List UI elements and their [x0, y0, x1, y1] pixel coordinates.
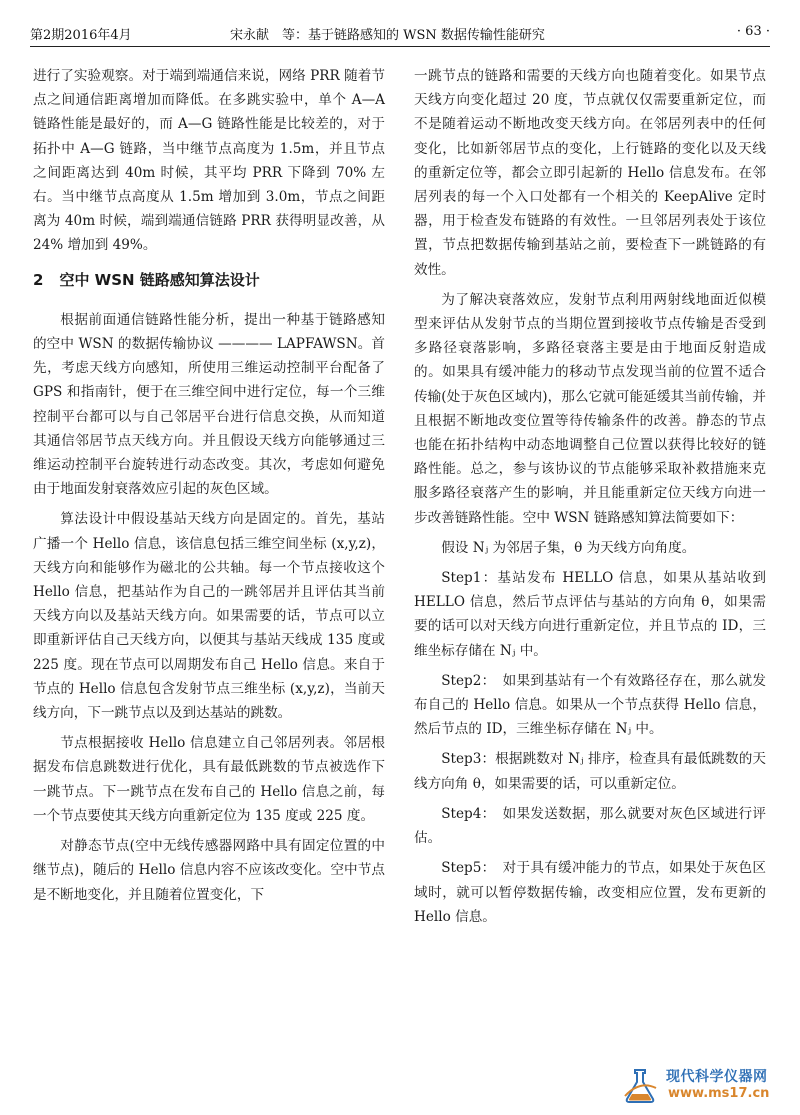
paragraph-neighbor-list: 节点根据接收 Hello 信息建立自己邻居列表。邻居根据发布信息跳数进行优化，具有最低跳数的节点被选作下一跳节点。下一跳节点在发布自己的 Hello 信息之前，每一个节点要使其天线方向重新定位为 135 度或 225 度。 — [33, 735, 385, 824]
header-rule — [30, 46, 770, 47]
issue-date: 第2期2016年4月 — [30, 28, 132, 43]
section-title: 空中 WSN 链路感知算法设计 — [59, 270, 260, 289]
paragraph-experiment-observation: 进行了实验观察。对于端到端通信来说，网络 PRR 随着节点之间通信距离增加而降低。在多跳实验中，单个 A—A 链路性能是最好的，而 A—G 链路性能是比较差的，对于拓扑中 A—G 链路，当中继节点高度为 1.5m，并且节点之间距离达到 40m 时候，其平均 PRR 下降到 70% 左右。当中继节点高度从 1.5m 增加到 3.0m，节点之间距离为 40m 时候，端到端通信链路 PRR 获得明显改善，从 24% 增加到 49%。 — [33, 68, 385, 254]
left-column — [33, 64, 385, 913]
running-title: 宋永献 等：基于链路感知的 WSN 数据传输性能研究 — [230, 28, 545, 43]
paragraph-base-station-hello: 算法设计中假设基站天线方向是固定的。首先，基站广播一个 Hello 信息，该信息包括三维空间坐标 (x,y,z)，天线方向和能够作为磁北的公共轴。每一个节点接收这个 Hello 信息，把基站作为自己的一跳邻居并且评估其当前天线方向以及基站天线方向。如果需要的话，节点可以立即重新评估自己天线方向，以便其与基站天线成 135 度或 225 度。现在节点可以周期发布自己 Hello 信息。来自于节点的 Hello 信息包含发射节点三维坐标 (x,y,z)，当前天线方向，下一跳节点以及到达基站的跳数。 — [33, 511, 385, 722]
site-watermark — [620, 1064, 790, 1108]
page-number: · 63 · — [736, 24, 770, 39]
algorithm-step-1: Step1：基站发布 HELLO 信息，如果从基站收到 HELLO 信息，然后节点评估与基站的方向角 θ，如果需要的话可以对天线方向进行重新定位，并且节点的 ID，三维坐标存储在 Nⱼ 中。 — [414, 570, 766, 659]
paragraph-protocol-proposal: 根据前面通信链路性能分析，提出一种基于链路感知的空中 WSN 的数据传输协议 ———— LAPFAWSN。首先，考虑天线方向感知，所使用三维运动控制平台配备了 GPS 和指南针，便于在三维空间中进行定位，每一个三维控制平台都可以与自己邻居平台进行信息交换，从而知道其通信邻居节点天线方向。并且假设天线方向能够通过三维运动控制平台旋转进行动态改变。其次，考虑如何避免由于地面发射衰落效应引起的灰色区域。 — [33, 311, 385, 498]
paragraph-antenna-reorientation: 一跳节点的链路和需要的天线方向也随着变化。如果节点天线方向变化超过 20 度，节点就仅仅需要重新定位，而不是随着运动不断地改变天线方向。在邻居列表中的任何变化，比如新邻居节点的变化，上行链路的变化以及天线的重新定位等，都会立即引起新的 Hello 信息发布。在邻居列表的每一个入口处都有一个相关的 KeepAlive 定时器，用于检查发布链路的有效性。一旦邻居列表处于该位置，节点把数据传输到基站之前，要检查下一跳链路的有效性。 — [414, 68, 766, 278]
paragraph-static-nodes: 对静态节点(空中无线传感器网路中具有固定位置的中继节点)，随后的 Hello 信息内容不应该改变化。空中节点是不断地变化，并且随着位置变化，下 — [33, 838, 385, 903]
watermark-site-name: 现代科学仪器网 — [666, 1069, 768, 1085]
algorithm-step-5: Step5： 对于具有缓冲能力的节点，如果处于灰色区域时，就可以暂停数据传输，改变相应位置，发布更新的 Hello 信息。 — [414, 860, 766, 925]
algorithm-step-3: Step3：根据跳数对 Nⱼ 排序，检查具有最低跳数的天线方向角 θ，如果需要的话，可以重新定位。 — [414, 751, 766, 792]
section-heading — [33, 268, 385, 292]
paragraph-assumption: 假设 Nⱼ 为邻居子集，θ 为天线方向角度。 — [441, 539, 696, 556]
paragraph-fading-effect: 为了解决衰落效应，发射节点利用两射线地面近似模型来评估从发射节点的当期位置到接收节点传输是否受到多路径衰落影响，多路径衰落主要是由于地面反射造成的。如果具有缓冲能力的移动节点发现当前的位置不适合传输(处于灰色区域内)，那么它就可能延缓其当前传输，并且根据不断地改变位置等待传输条件的改善。静态的节点也能在拓扑结构中动态地调整自己位置以获得比较好的链路性能。总之，参与该协议的节点能够采取补救措施来克服多路径衰落产生的影响，并且能重新定位天线方向进一步改善链路性能。空中 WSN 链路感知算法简要如下： — [414, 291, 766, 526]
watermark-url: www.ms17.cn — [668, 1086, 770, 1101]
right-column — [414, 64, 766, 935]
algorithm-step-4: Step4： 如果发送数据，那么就要对灰色区域进行评估。 — [414, 805, 766, 847]
flask-logo-icon — [620, 1066, 660, 1106]
algorithm-step-2: Step2： 如果到基站有一个有效路径存在，那么就发布自己的 Hello 信息。如果从一个节点获得 Hello 信息，然后节点的 ID，三维坐标存储在 Nⱼ 中。 — [414, 672, 766, 738]
section-number: 2 — [33, 270, 44, 289]
running-header — [30, 20, 770, 44]
